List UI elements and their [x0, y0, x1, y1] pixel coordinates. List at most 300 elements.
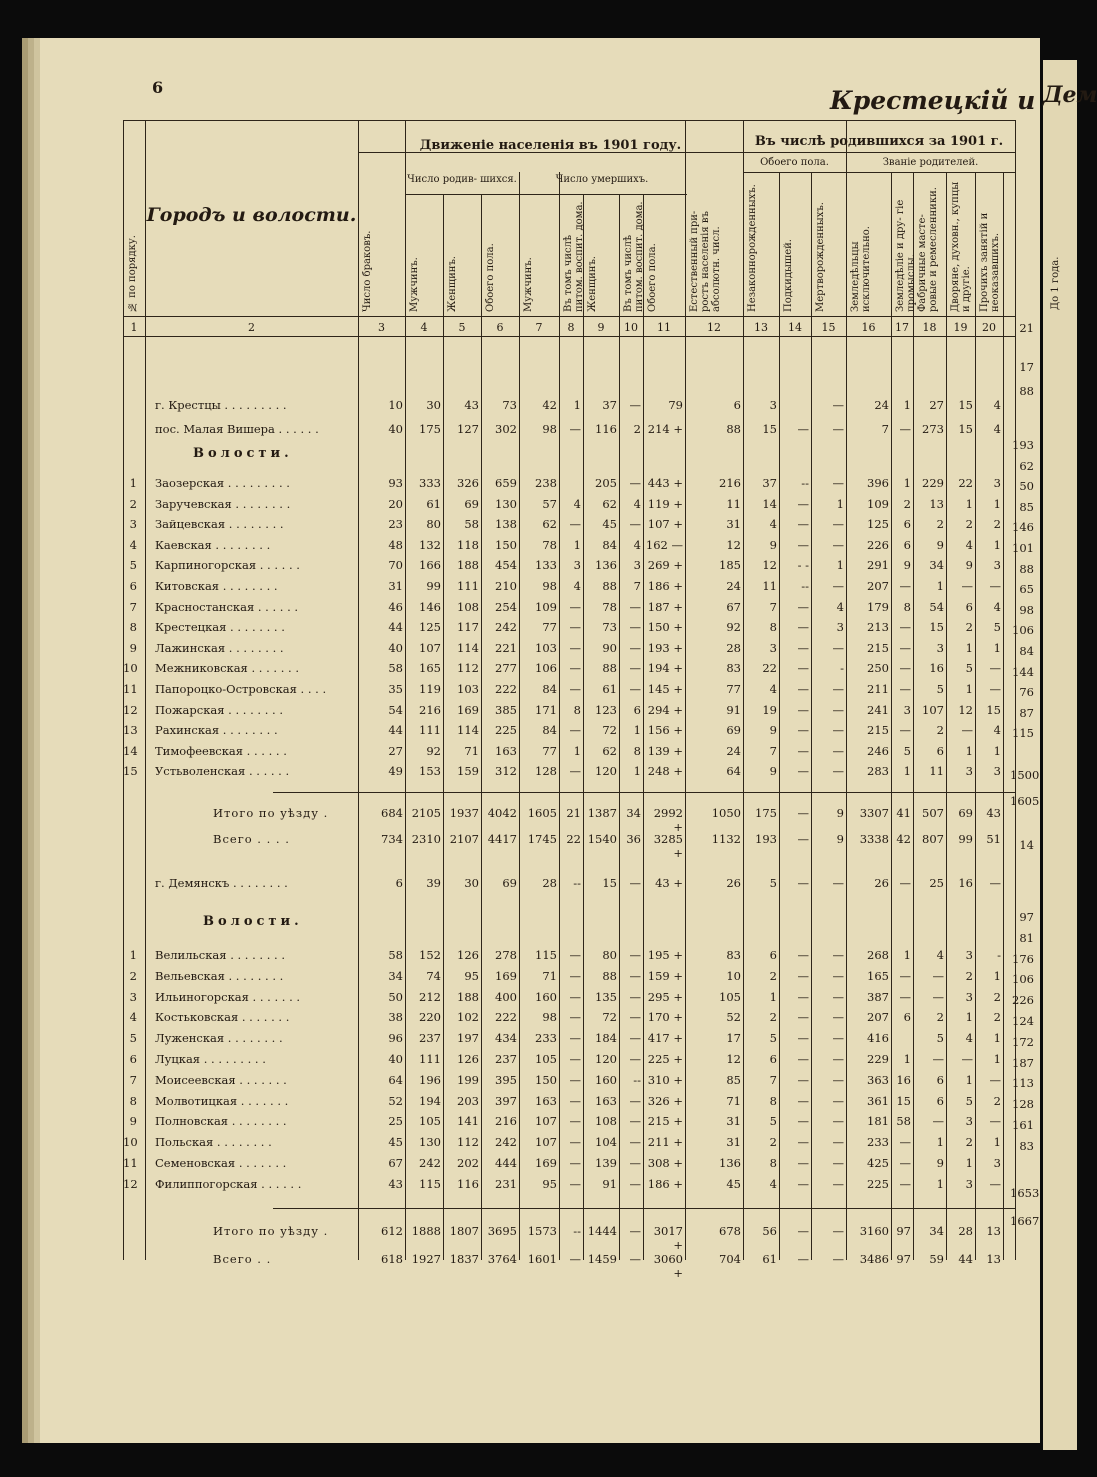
cell: 136	[595, 558, 617, 573]
row-index: 11	[123, 682, 138, 696]
table-row	[123, 422, 1015, 442]
cell: 222	[495, 1010, 517, 1025]
cell: —	[569, 1176, 581, 1191]
cell: —	[569, 1135, 581, 1150]
cell: 74	[426, 968, 441, 983]
cell: 46	[388, 599, 403, 614]
cell: —	[569, 764, 581, 779]
cell: 387	[867, 989, 889, 1004]
cell: 310 +	[647, 1072, 683, 1087]
row-name: пос. Малая Вишера . . . . . .	[155, 422, 319, 436]
cell: 250	[867, 661, 889, 676]
cell: 88	[602, 661, 617, 676]
cell: 15	[958, 398, 973, 412]
cell: —	[569, 968, 581, 983]
cell: 57	[542, 496, 557, 511]
cell: 6	[936, 1072, 944, 1087]
cell: 2	[903, 496, 911, 511]
cell: —	[899, 620, 911, 635]
cell: —	[797, 723, 809, 738]
cell: —	[832, 1052, 844, 1066]
column-21-cell: 97	[1019, 910, 1034, 924]
cell: —	[832, 764, 844, 779]
cell: —	[932, 989, 944, 1004]
cell: 237	[495, 1052, 517, 1066]
row-name: г. Крестцы . . . . . . . . .	[155, 398, 287, 412]
cell: 175	[755, 806, 777, 820]
row-index: 10	[123, 1135, 138, 1150]
column-21-cell: 87	[1019, 705, 1034, 720]
cell: —	[629, 661, 641, 676]
column-number: 5	[458, 321, 466, 334]
cell: —	[832, 743, 844, 758]
cell: 160	[595, 1072, 617, 1087]
cell: —	[569, 1031, 581, 1046]
cell: 3	[903, 702, 911, 717]
row-index: 3	[129, 517, 137, 532]
row-index: 5	[129, 558, 137, 573]
cell: 133	[535, 558, 557, 573]
row-name: Итого по уѣзду .	[213, 1224, 329, 1238]
header-died-count: Число умершихъ.	[555, 174, 649, 185]
cell: —	[797, 537, 809, 552]
cell: 28	[542, 876, 557, 890]
header-col8: Въ томъ числѣ питом. воспит. дома.	[563, 201, 585, 312]
cell: 84	[602, 537, 617, 552]
cell: 15	[896, 1093, 911, 1108]
cell: 308 +	[647, 1156, 683, 1170]
cell: 21	[566, 806, 581, 820]
cell: 107	[922, 702, 944, 717]
cell: 56	[762, 1224, 777, 1238]
cell: 194 +	[647, 661, 683, 676]
header-col4: Мужчинъ.	[409, 257, 420, 312]
cell: 13	[986, 1224, 1001, 1238]
cell: —	[797, 764, 809, 779]
cell: 71	[464, 743, 479, 758]
row-index: 12	[123, 1176, 138, 1191]
cell: —	[797, 620, 809, 635]
cell: 117	[457, 620, 479, 635]
cell: 36	[626, 832, 641, 846]
cell: —	[832, 1031, 844, 1046]
column-number: 17	[895, 321, 909, 334]
cell: 278	[495, 948, 517, 962]
cell: 30	[426, 398, 441, 412]
cell: —	[797, 1031, 809, 1046]
table-row	[123, 538, 1015, 558]
cell: 83	[726, 661, 741, 676]
row-name: Велильская . . . . . . . .	[155, 948, 286, 962]
cell: --	[801, 579, 809, 593]
cell: 225	[495, 723, 517, 738]
cell: 216	[719, 476, 741, 490]
table-row	[123, 703, 1015, 723]
table-row	[123, 1114, 1015, 1134]
cell: —	[832, 1156, 844, 1170]
cell: 163	[535, 1093, 557, 1108]
column-21-cell: 176	[1012, 951, 1034, 966]
cell: 187 +	[647, 599, 683, 614]
cell: 98	[542, 579, 557, 593]
cell: —	[629, 640, 641, 655]
cell: 120	[595, 764, 617, 779]
cell: 34	[929, 1224, 944, 1238]
cell: 3764	[487, 1252, 517, 1266]
header-col13: Незаконнорожденныхъ.	[747, 184, 758, 312]
cell: 169	[457, 702, 479, 717]
cell: —	[797, 1224, 809, 1238]
cell: 186 +	[647, 579, 683, 593]
cell: 42	[542, 398, 557, 412]
cell: 128	[535, 764, 557, 779]
column-21-cell: 187	[1012, 1055, 1034, 1070]
cell: 9	[965, 558, 973, 573]
cell: 295 +	[647, 989, 683, 1004]
cell: —	[797, 876, 809, 890]
row-index: 2	[129, 496, 137, 511]
cell: 7	[769, 743, 777, 758]
cell: 16	[958, 876, 973, 890]
cell: 684	[381, 806, 403, 820]
cell: 166	[419, 558, 441, 573]
cell: 40	[388, 640, 403, 655]
cell: 1937	[449, 806, 479, 820]
cell: —	[989, 661, 1001, 676]
column-21-cell: 88	[1019, 384, 1034, 398]
cell: 156 +	[647, 723, 683, 738]
cell: 2	[769, 1135, 777, 1150]
cell: 139	[595, 1156, 617, 1170]
cell: —	[629, 876, 641, 890]
cell: —	[569, 1093, 581, 1108]
column-21-cell: 14	[1019, 838, 1034, 852]
row-index: 15	[123, 764, 138, 779]
cell: 88	[602, 968, 617, 983]
row-index: 8	[129, 620, 137, 635]
cell: 3	[965, 1114, 973, 1129]
cell: 115	[419, 1176, 441, 1191]
cell: —	[899, 661, 911, 676]
cell: 1459	[587, 1252, 617, 1266]
cell: 1	[965, 743, 973, 758]
cell: 363	[867, 1072, 889, 1087]
cell: 3486	[859, 1252, 889, 1266]
cell: 9	[769, 764, 777, 779]
column-number: 1	[130, 321, 138, 334]
cell: 4	[965, 1031, 973, 1046]
cell: —	[832, 398, 844, 412]
cell: 6	[733, 398, 741, 412]
cell: 13	[986, 1252, 1001, 1266]
row-index: 3	[129, 989, 137, 1004]
cell: 210	[495, 579, 517, 593]
cell: 26	[874, 876, 889, 890]
table-row	[123, 497, 1015, 517]
cell: 241	[867, 702, 889, 717]
cell: —	[569, 640, 581, 655]
row-name: Зайцевская . . . . . . . .	[155, 517, 284, 532]
column-number: 10	[624, 321, 638, 334]
cell: 105	[719, 989, 741, 1004]
cell: 1	[633, 764, 641, 779]
cell: 77	[726, 682, 741, 696]
column-number: 12	[707, 321, 721, 334]
cell: —	[569, 1072, 581, 1087]
cell: 165	[419, 661, 441, 676]
cell: —	[797, 832, 809, 846]
column-21-cell: 161	[1012, 1118, 1034, 1132]
cell: —	[629, 682, 641, 696]
cell: —	[797, 948, 809, 962]
column-21-cell: 146	[1012, 520, 1034, 535]
cell: 7	[769, 1072, 777, 1087]
cell: —	[899, 1135, 911, 1150]
cell: 1	[936, 1135, 944, 1150]
cell: 1807	[449, 1224, 479, 1238]
column-21-cell: 50	[1019, 479, 1034, 494]
cell: 17	[726, 1031, 741, 1046]
cell: 15	[958, 422, 973, 436]
cell: —	[629, 1176, 641, 1191]
header-col_no: № по порядку.	[127, 235, 138, 312]
cell: 150	[495, 537, 517, 552]
column-number: 19	[953, 321, 968, 334]
cell: 1	[965, 1072, 973, 1087]
cell: 1	[903, 948, 911, 962]
cell: 225	[867, 1176, 889, 1191]
cell: 1	[936, 1176, 944, 1191]
cell: 80	[426, 517, 441, 532]
cell: 44	[388, 723, 403, 738]
cell: 1745	[527, 832, 557, 846]
column-number: 20	[982, 321, 996, 334]
cell: 417 +	[647, 1031, 683, 1046]
cell: 5	[936, 682, 944, 696]
table-row	[123, 1177, 1015, 1197]
cell: 23	[388, 517, 403, 532]
cell: 2	[993, 989, 1001, 1004]
row-name: Вельевская . . . . . . . .	[155, 968, 284, 983]
cell: 268	[867, 948, 889, 962]
cell: 67	[726, 599, 741, 614]
cell: 229	[922, 476, 944, 490]
cell: 12	[958, 702, 973, 717]
cell: 104	[595, 1135, 617, 1150]
row-index: 1	[129, 476, 137, 490]
cell: 188	[457, 989, 479, 1004]
cell: 175	[419, 422, 441, 436]
cell: —	[569, 661, 581, 676]
cell: 291	[867, 558, 889, 573]
column-21-cell: 1667	[1010, 1214, 1040, 1228]
table-row	[123, 1052, 1015, 1072]
cell: 114	[457, 640, 479, 655]
cell: —	[989, 1072, 1001, 1087]
row-name: Каевская . . . . . . . .	[155, 537, 271, 552]
cell: 67	[388, 1156, 403, 1170]
cell: 28	[726, 640, 741, 655]
cell: 7	[881, 422, 889, 436]
column-21-cell: 98	[1019, 602, 1034, 617]
cell: 45	[726, 1176, 741, 1191]
cell: 326 +	[647, 1093, 683, 1108]
cell: 165	[867, 968, 889, 983]
row-name: Ильиногорская . . . . . . .	[155, 989, 301, 1004]
cell: 1837	[449, 1252, 479, 1266]
cell: 1	[836, 496, 844, 511]
cell: 91	[726, 702, 741, 717]
cell: 159 +	[647, 968, 683, 983]
column-number: 4	[420, 321, 428, 334]
cell: 188	[457, 558, 479, 573]
cell: —	[797, 1072, 809, 1087]
cell: —	[832, 1224, 844, 1238]
cell: 69	[726, 723, 741, 738]
cell: 107 +	[647, 517, 683, 532]
cell: 385	[495, 702, 517, 717]
cell: —	[899, 640, 911, 655]
table-row	[123, 1010, 1015, 1030]
cell: 233	[867, 1135, 889, 1150]
cell: 225 +	[647, 1052, 683, 1066]
cell: 25	[388, 1114, 403, 1129]
cell: —	[832, 1252, 844, 1266]
cell: —	[629, 1252, 641, 1266]
header-among-born: Въ числѣ родившихся за 1901 г.	[754, 134, 1004, 149]
cell: —	[797, 682, 809, 696]
cell: —	[629, 620, 641, 635]
cell: 3	[965, 764, 973, 779]
cell: 92	[726, 620, 741, 635]
row-index: 2	[129, 968, 137, 983]
row-index: 9	[129, 640, 137, 655]
total-row	[123, 806, 1015, 834]
cell: —	[797, 968, 809, 983]
cell: 237	[419, 1031, 441, 1046]
row-index: 10	[123, 661, 138, 676]
cell: 24	[726, 743, 741, 758]
cell: —	[832, 682, 844, 696]
cell: 507	[922, 806, 944, 820]
cell: —	[832, 640, 844, 655]
column-21-cell: 115	[1012, 726, 1034, 741]
cell: 2	[936, 1010, 944, 1025]
cell: 58	[388, 661, 403, 676]
cell: 15	[762, 422, 777, 436]
cell: 2	[965, 968, 973, 983]
cell: 3	[965, 948, 973, 962]
cell: 193 +	[647, 640, 683, 655]
cell: 1	[903, 476, 911, 490]
cell: 9	[836, 806, 844, 820]
cell: 1540	[587, 832, 617, 846]
row-name: Молвотицкая . . . . . . .	[155, 1093, 289, 1108]
cell: 6	[769, 1052, 777, 1066]
cell: 1444	[587, 1224, 617, 1238]
cell: 109	[867, 496, 889, 511]
table-row	[123, 398, 1015, 418]
cell: 215	[867, 640, 889, 655]
cell: —	[797, 422, 809, 436]
row-index: 14	[123, 743, 138, 758]
cell: —	[629, 1114, 641, 1129]
cell: 2107	[449, 832, 479, 846]
cell: 138	[495, 517, 517, 532]
cell: —	[797, 1114, 809, 1129]
header-bottom-rule	[123, 316, 1015, 317]
cell: 242	[419, 1156, 441, 1170]
cell: 107	[535, 1114, 557, 1129]
section-title: Волости.	[193, 446, 293, 461]
cell: 1	[993, 743, 1001, 758]
cell: 35	[388, 682, 403, 696]
column-number: 15	[821, 321, 836, 334]
cell: —	[832, 876, 844, 890]
statistics-table	[123, 120, 1015, 1280]
cell: 678	[719, 1224, 741, 1238]
header-col21: До 1 года.	[1050, 256, 1061, 310]
cell: 1	[993, 537, 1001, 552]
cell: 269 +	[647, 558, 683, 573]
column-21-cell: 193	[1012, 438, 1034, 452]
row-name: Польская . . . . . . . .	[155, 1135, 272, 1150]
cell: 51	[986, 832, 1001, 846]
cell: 25	[929, 876, 944, 890]
cell: 11	[762, 579, 777, 593]
cell: —	[932, 1052, 944, 1066]
row-index: 7	[129, 599, 137, 614]
cell: —	[629, 1010, 641, 1025]
cell: 1	[993, 968, 1001, 983]
cell: —	[797, 743, 809, 758]
cell: 1	[903, 398, 911, 412]
adjacent-page-head: Дем	[1043, 82, 1097, 108]
cell: 69	[958, 806, 973, 820]
cell: 43	[986, 806, 1001, 820]
cell: 1050	[711, 806, 741, 820]
cell: 163	[495, 743, 517, 758]
cell: 221	[495, 640, 517, 655]
cell: 4	[769, 1176, 777, 1191]
cell: 4	[573, 496, 581, 511]
cell: 203	[457, 1093, 479, 1108]
cell: 40	[388, 422, 403, 436]
cell: 207	[867, 579, 889, 593]
cell: 116	[457, 1176, 479, 1191]
row-name: Рахинская . . . . . . . .	[155, 723, 278, 738]
cell: 12	[726, 537, 741, 552]
cell: 395	[495, 1072, 517, 1087]
cell: 3	[633, 558, 641, 573]
cell: —	[569, 1010, 581, 1025]
table-row	[123, 579, 1015, 599]
cell: 11	[929, 764, 944, 779]
cell: —	[832, 968, 844, 983]
cell: 4	[573, 579, 581, 593]
cell: —	[569, 599, 581, 614]
cell: 1605	[527, 806, 557, 820]
cell: 126	[457, 948, 479, 962]
cell: 6	[903, 517, 911, 532]
cell: 215 +	[647, 1114, 683, 1129]
cell: —	[797, 806, 809, 820]
cell: 24	[726, 579, 741, 593]
table-row	[123, 744, 1015, 764]
total-row	[123, 832, 1015, 860]
cell: 145 +	[647, 682, 683, 696]
cell: 71	[542, 968, 557, 983]
